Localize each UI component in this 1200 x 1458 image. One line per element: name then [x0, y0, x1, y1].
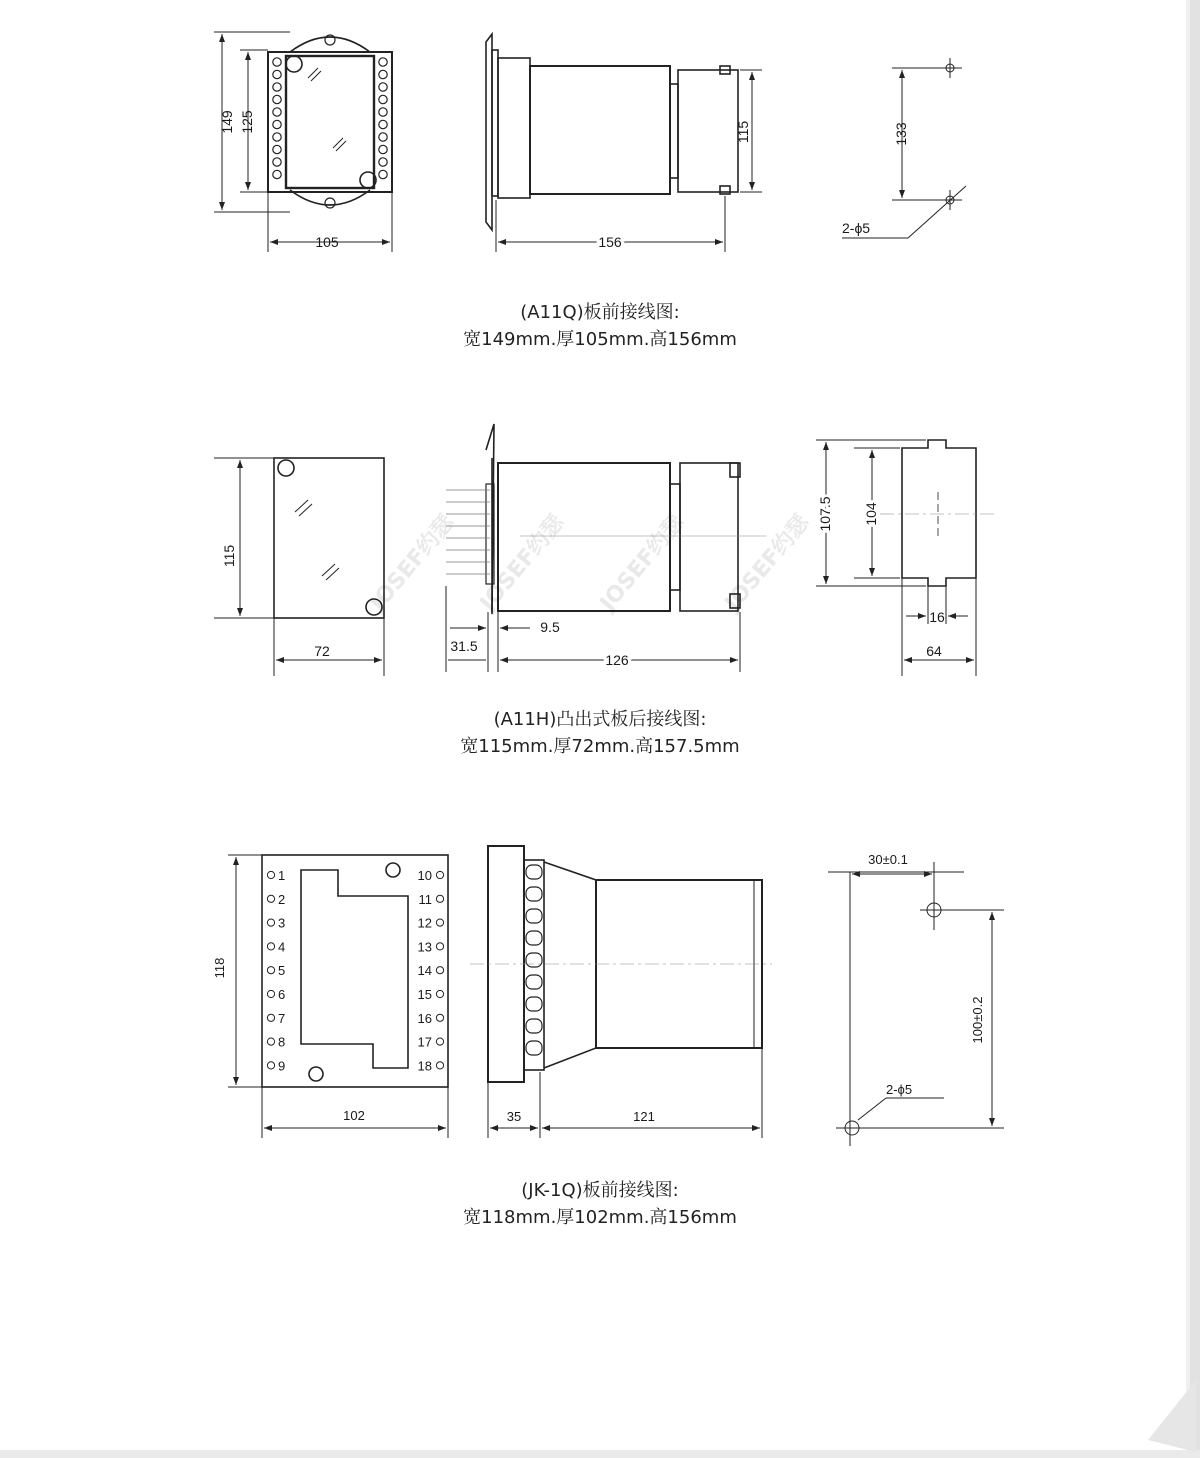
- jk1q-front-height-label: 118: [212, 957, 227, 979]
- terminal-number-right: 11: [418, 891, 432, 907]
- a11q-title: (A11Q)板前接线图:: [520, 302, 680, 323]
- a11h-front-view: [274, 458, 384, 618]
- a11h-offset-a-label: 31.5: [450, 638, 478, 654]
- a11q-mount-spacing-label: 133: [893, 122, 909, 146]
- terminal-number-right: 14: [417, 963, 432, 979]
- terminal-screw-icon: [273, 170, 281, 178]
- terminal-number-right: 18: [417, 1058, 432, 1074]
- a11q-size: 宽149mm.厚105mm.高156mm: [463, 329, 737, 350]
- a11h-cutout-dimensions: [816, 440, 976, 676]
- terminal-number-left: 5: [278, 963, 286, 979]
- jk1q-front-dimensions: [228, 855, 448, 1138]
- a11q-side-length-label: 156: [598, 234, 622, 250]
- terminal-hole-icon: [267, 967, 274, 974]
- terminal-number-left: 2: [278, 891, 286, 907]
- side-terminal-icon: [526, 953, 542, 967]
- a11h-cutout-tab-label: 16: [929, 609, 945, 625]
- a11q-side-view: [486, 34, 738, 230]
- jk1q-side-body-label: 121: [633, 1109, 655, 1124]
- jk1q-front-width-label: 102: [343, 1108, 365, 1123]
- svg-text:JOSEF约瑟: JOSEF约瑟: [475, 510, 570, 616]
- side-terminal-icon: [526, 865, 542, 879]
- jk1q-side-view: [470, 846, 772, 1082]
- jk1q-side-front-label: 35: [506, 1109, 522, 1124]
- a11q-height-inner-label: 125: [239, 110, 255, 134]
- terminal-number-left: 4: [278, 939, 286, 955]
- svg-text:JOSEF约瑟: JOSEF约瑟: [595, 510, 690, 616]
- side-terminal-icon: [526, 931, 542, 945]
- jk1q-hole-spacing-y-label: 100±0.2: [970, 996, 985, 1044]
- terminal-hole-icon: [267, 943, 274, 950]
- terminal-screw-icon: [379, 95, 387, 103]
- terminal-number-left: 3: [278, 915, 286, 931]
- jk1q-mount-holes-label: 2-ϕ5: [886, 1082, 913, 1097]
- terminal-hole-icon: [436, 1062, 443, 1069]
- terminal-number-right: 12: [417, 915, 432, 931]
- terminal-number-right: 16: [417, 1010, 432, 1026]
- terminal-number-left: 7: [278, 1010, 286, 1026]
- terminal-screw-icon: [379, 133, 387, 141]
- terminal-number-right: 10: [417, 868, 432, 883]
- jk1q-size: 宽118mm.厚102mm.高156mm: [463, 1207, 737, 1228]
- a11q-front-view: [268, 35, 392, 208]
- a11h-side-length-label: 126: [605, 652, 629, 668]
- terminal-hole-icon: [436, 1038, 443, 1045]
- a11h-offset-b-label: 9.5: [540, 619, 560, 635]
- terminal-screw-icon: [273, 108, 281, 116]
- side-terminal-icon: [526, 975, 542, 989]
- terminal-screw-icon: [273, 83, 281, 91]
- terminal-screw-icon: [273, 120, 281, 128]
- side-terminal-icon: [526, 887, 542, 901]
- terminal-screw-icon: [379, 158, 387, 166]
- a11h-panel-cutout: [880, 440, 996, 586]
- terminal-hole-icon: [436, 967, 443, 974]
- a11h-front-dimensions: [214, 458, 384, 676]
- a11q-mounting-holes: [842, 58, 966, 238]
- a11q-front-dimensions: [214, 32, 392, 252]
- terminal-hole-icon: [436, 990, 443, 997]
- terminal-hole-icon: [436, 1014, 443, 1021]
- side-terminal-icon: [526, 1019, 542, 1033]
- terminal-screw-icon: [273, 145, 281, 153]
- a11h-cutout-width-label: 64: [926, 643, 942, 659]
- terminal-hole-icon: [267, 1014, 274, 1021]
- terminal-hole-icon: [267, 1062, 274, 1069]
- terminal-hole-icon: [436, 943, 443, 950]
- terminal-number-right: 15: [417, 987, 432, 1002]
- a11h-front-height-label: 115: [221, 544, 237, 568]
- a11q-width-label: 105: [315, 234, 339, 250]
- terminal-hole-icon: [267, 919, 274, 926]
- jk1q-terminal-list: [267, 868, 443, 1073]
- a11h-cutout-outer-label: 107.5: [817, 496, 833, 532]
- side-terminal-icon: [526, 1041, 542, 1055]
- svg-text:JOSEF约瑟: JOSEF约瑟: [365, 510, 460, 616]
- terminal-hole-icon: [267, 990, 274, 997]
- jk1q-title: (JK-1Q)板前接线图:: [521, 1180, 679, 1201]
- terminal-screw-icon: [379, 58, 387, 66]
- a11h-title: (A11H)凸出式板后接线图:: [493, 709, 707, 730]
- watermark: [364, 510, 815, 618]
- a11h-size: 宽115mm.厚72mm.高157.5mm: [460, 736, 740, 757]
- side-terminal-icon: [526, 909, 542, 923]
- terminal-screw-icon: [379, 108, 387, 116]
- terminal-number-right: 13: [417, 939, 432, 955]
- terminal-hole-icon: [436, 919, 443, 926]
- terminal-number-left: 6: [278, 987, 286, 1002]
- terminal-screw-icon: [379, 120, 387, 128]
- terminal-number-left: 8: [278, 1034, 286, 1050]
- terminal-hole-icon: [267, 871, 274, 878]
- svg-text:JOSEF约瑟: JOSEF约瑟: [720, 510, 815, 616]
- terminal-screw-icon: [273, 70, 281, 78]
- a11h-caption: [0, 706, 1200, 760]
- terminal-screw-icon: [273, 133, 281, 141]
- side-terminal-icon: [526, 997, 542, 1011]
- terminal-hole-icon: [267, 895, 274, 902]
- jk1q-side-dimensions: [488, 1048, 762, 1138]
- terminal-screw-icon: [379, 70, 387, 78]
- terminal-hole-icon: [267, 1038, 274, 1045]
- a11h-cutout-inner-label: 104: [863, 502, 879, 526]
- a11h-front-width-label: 72: [314, 643, 330, 659]
- jk1q-hole-spacing-x-label: 30±0.1: [868, 852, 908, 867]
- terminal-screw-icon: [273, 58, 281, 66]
- a11q-height-outer-label: 149: [219, 110, 235, 134]
- a11q-mount-holes-label: 2-ϕ5: [842, 220, 871, 236]
- terminal-screw-icon: [379, 170, 387, 178]
- terminal-hole-icon: [436, 895, 443, 902]
- a11q-caption: [0, 299, 1200, 353]
- a11q-side-height-label: 115: [735, 120, 751, 144]
- terminal-screw-icon: [379, 145, 387, 153]
- a11q-side-dimensions: [496, 70, 762, 252]
- terminal-screw-icon: [273, 158, 281, 166]
- terminal-screw-icon: [273, 95, 281, 103]
- terminal-number-left: 1: [278, 868, 286, 883]
- terminal-number-left: 9: [278, 1058, 286, 1074]
- terminal-screw-icon: [379, 83, 387, 91]
- terminal-hole-icon: [436, 871, 443, 878]
- jk1q-caption: [0, 1177, 1200, 1231]
- terminal-number-right: 17: [417, 1034, 432, 1050]
